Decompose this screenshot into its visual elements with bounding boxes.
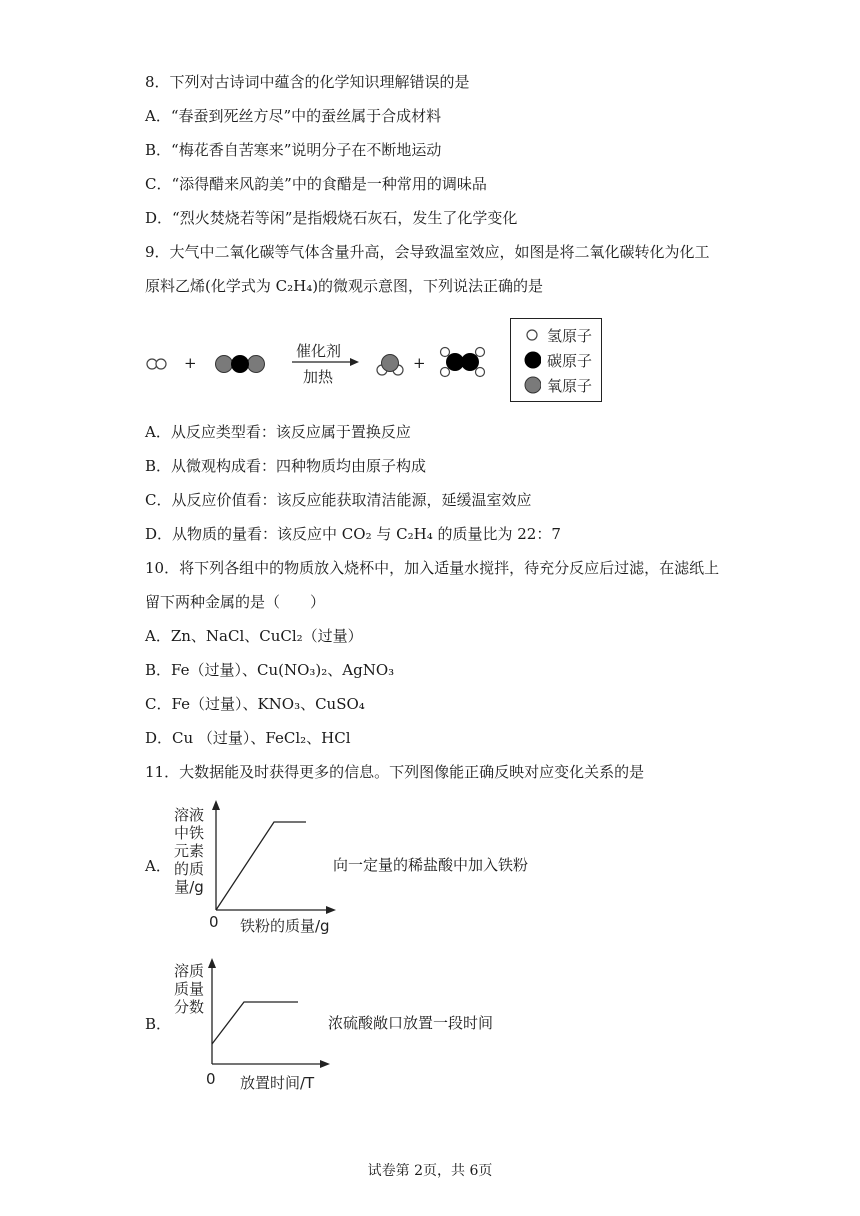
water-molecule <box>377 355 403 376</box>
legend-hydrogen-label: 氢原子 <box>547 326 593 345</box>
atom-legend <box>510 318 602 402</box>
q8-option-c: C．“添得醋来风韵美”中的食醋是一种常用的调味品 <box>145 175 487 193</box>
graph-a-origin: 0 <box>209 913 219 931</box>
graph-b-ylabel-line: 质量 <box>174 980 205 998</box>
graph-a <box>206 800 336 920</box>
graph-b-ylabel <box>174 962 204 1016</box>
graph-b-ylabel-line: 溶质 <box>174 962 205 980</box>
carbon-dioxide-molecule <box>216 355 265 373</box>
graph-a-ylabel-line: 溶液 <box>174 806 205 824</box>
q9-option-d: D．从物质的量看：该反应中 CO₂ 与 C₂H₄ 的质量比为 22：7 <box>145 525 561 543</box>
graph-b-curve <box>212 1002 298 1044</box>
q9-stem-line1: 9．大气中二氧化碳等气体含量升高，会导致温室效应，如图是将二氧化碳转化为化工 <box>145 243 710 261</box>
legend-carbon-label: 碳原子 <box>547 351 593 370</box>
legend-oxygen-label: 氧原子 <box>547 376 593 395</box>
arrow-label-heat: 加热 <box>303 368 334 386</box>
graph-b-ylabel-line: 分数 <box>174 998 205 1016</box>
legend-oxygen <box>523 373 592 397</box>
graph-b <box>202 958 332 1068</box>
q8-option-d: D．“烈火焚烧若等闲”是指煅烧石灰石，发生了化学变化 <box>145 209 518 227</box>
graph-b-xlabel: 放置时间/T <box>240 1074 315 1092</box>
graph-a-curve <box>216 822 306 910</box>
q11-stem: 11．大数据能及时获得更多的信息。下列图像能正确反映对应变化关系的是 <box>145 763 645 781</box>
graph-a-ylabel <box>174 806 204 896</box>
q10-option-b: B．Fe（过量）、Cu(NO₃)₂、AgNO₃ <box>145 661 395 679</box>
legend-hydrogen <box>523 323 592 347</box>
q8-option-a: A．“春蚕到死丝方尽”中的蚕丝属于合成材料 <box>145 107 442 125</box>
arrow-label-catalyst: 催化剂 <box>296 342 342 360</box>
page-footer: 试卷第 2页，共 6页 <box>367 1163 493 1179</box>
graph-a-ylabel-line: 量/g <box>174 878 204 896</box>
graph-b-description: 浓硫酸敞口放置一段时间 <box>328 1014 494 1032</box>
graph-a-xlabel: 铁粉的质量/g <box>240 917 330 935</box>
q10-stem-line1: 10．将下列各组中的物质放入烧杯中，加入适量水搅拌，待充分反应后过滤，在滤纸上 <box>145 559 720 577</box>
plus-sign: + <box>184 354 197 372</box>
hydrogen-molecule <box>147 359 166 369</box>
q9-option-b: B．从微观构成看：四种物质均由原子构成 <box>145 457 427 475</box>
ethylene-molecule <box>441 348 485 377</box>
q8-option-b: B．“梅花香自苦寒来”说明分子在不断地运动 <box>145 141 442 159</box>
graph-a-ylabel-line: 的质 <box>174 860 205 878</box>
q9-option-c: C．从反应价值看：该反应能获取清洁能源，延缓温室效应 <box>145 491 532 509</box>
graph-a-ylabel-line: 元素 <box>174 842 205 860</box>
q9-stem-line2: 原料乙烯(化学式为 C₂H₄)的微观示意图，下列说法正确的是 <box>145 277 544 295</box>
q10-option-c: C．Fe（过量）、KNO₃、CuSO₄ <box>145 695 365 713</box>
q10-option-a: A．Zn、NaCl、CuCl₂（过量） <box>145 627 363 645</box>
q11-option-a-letter: A． <box>145 857 171 875</box>
legend-carbon <box>523 348 592 372</box>
q10-stem-line2: 留下两种金属的是（ ） <box>145 593 326 611</box>
graph-a-ylabel-line: 中铁 <box>174 824 205 842</box>
q9-option-a: A．从反应类型看：该反应属于置换反应 <box>145 423 411 441</box>
graph-a-description: 向一定量的稀盐酸中加入铁粉 <box>333 856 529 874</box>
q11-option-b-letter: B． <box>145 1015 172 1033</box>
q8-stem: 8．下列对古诗词中蕴含的化学知识理解错误的是 <box>145 73 470 91</box>
graph-b-origin: 0 <box>206 1070 216 1088</box>
q10-option-d: D．Cu （过量）、FeCl₂、HCl <box>145 729 351 747</box>
plus-sign: + <box>413 354 426 372</box>
